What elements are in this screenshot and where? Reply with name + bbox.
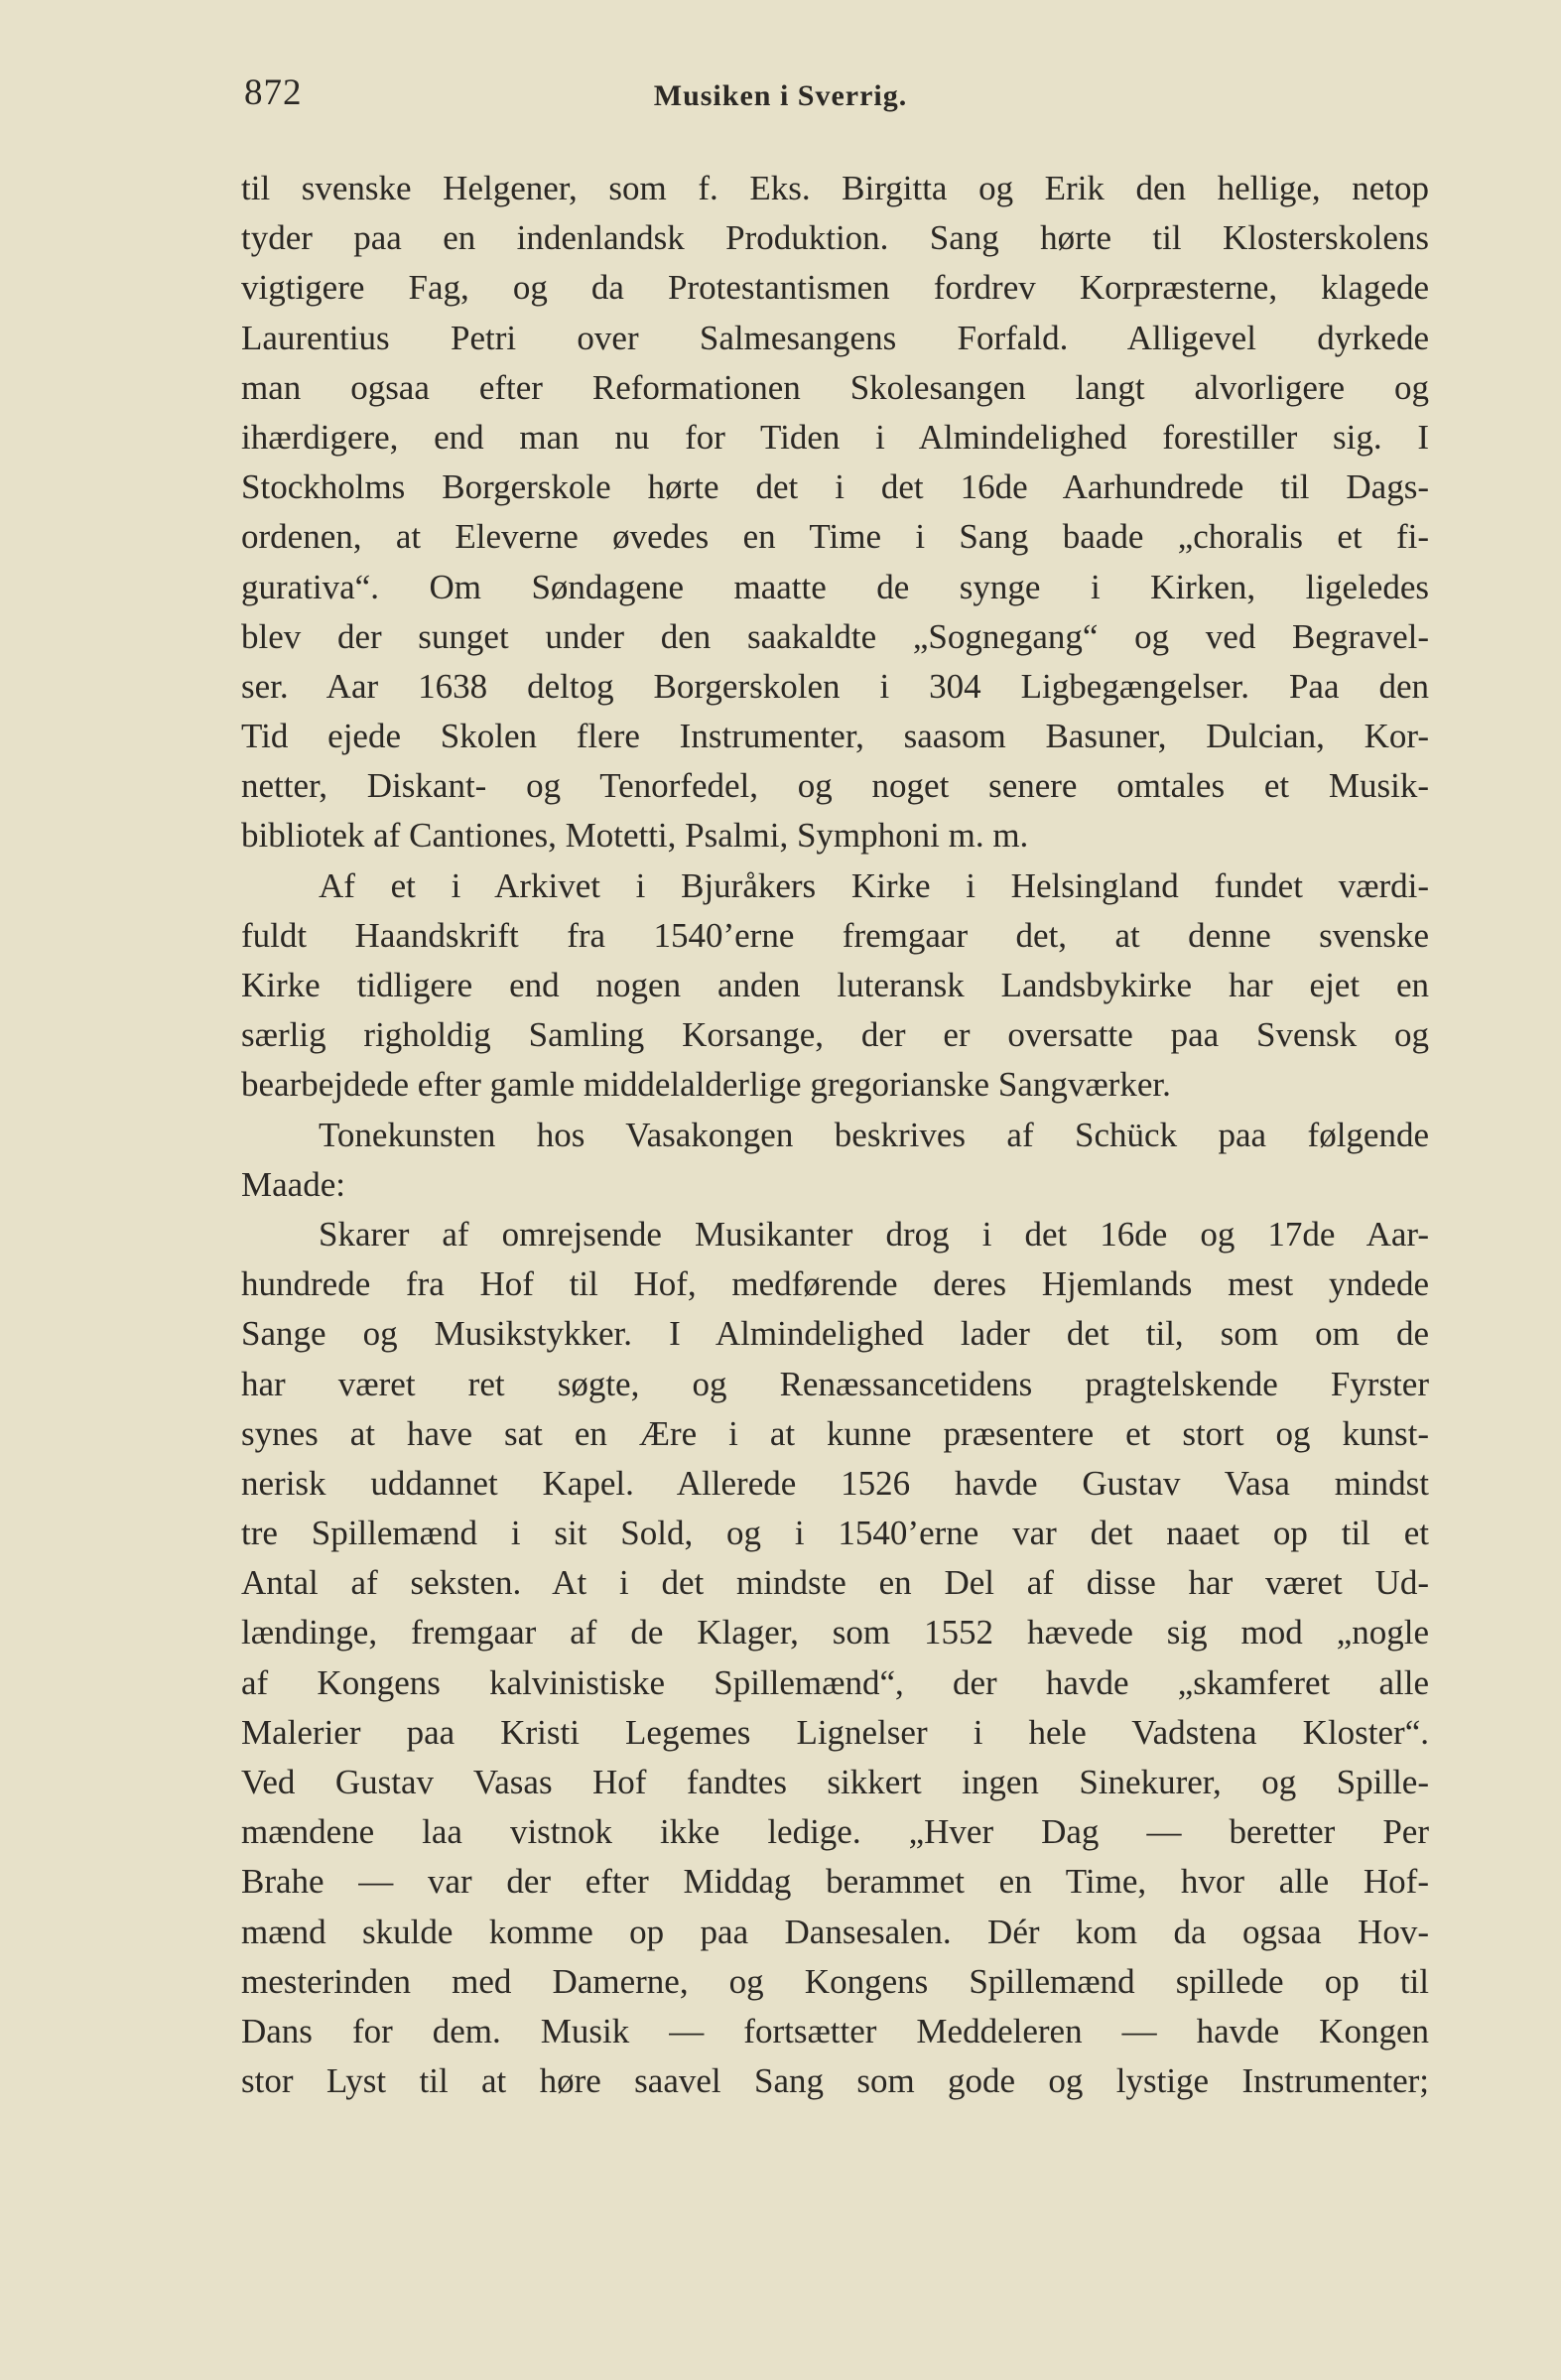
- text-line: vigtigere Fag, og da Protestantismen fordrev Korpræsterne, klagede: [241, 268, 1429, 308]
- text-line: Laurentius Petri over Salmesangens Forfald. Alligevel dyrkede: [241, 318, 1429, 357]
- text-line: Antal af seksten. At i det mindste en Del af disse har været Ud-: [241, 1563, 1429, 1603]
- text-line: Maade:: [241, 1164, 345, 1204]
- text-line: mesterinden med Damerne, og Kongens Spillemænd spillede op til: [241, 1961, 1429, 2001]
- text-line: bearbejdede efter gamle middelalderlige gregorianske Sangværker.: [241, 1065, 1171, 1105]
- text-line: særlig righoldig Samling Korsange, der er oversatte paa Svensk og: [241, 1015, 1429, 1055]
- text-line: tyder paa en indenlandsk Produktion. Sang hørte til Klosterskolens: [241, 218, 1429, 258]
- text-line: Af et i Arkivet i Bjuråkers Kirke i Helsingland fundet værdi-: [319, 865, 1429, 905]
- text-line: stor Lyst til at høre saavel Sang som gode og lystige Instrumenter;: [241, 2061, 1429, 2101]
- text-line: blev der sunget under den saakaldte „Sognegang“ og ved Begravel-: [241, 616, 1429, 656]
- text-line: Ved Gustav Vasas Hof fandtes sikkert ingen Sinekurer, og Spille-: [241, 1763, 1429, 1801]
- text-line: tre Spillemænd i sit Sold, og i 1540’erne var det naaet op til et: [241, 1514, 1429, 1553]
- text-line: lændinge, fremgaar af de Klager, som 1552 hævede sig mod „nogle: [241, 1613, 1429, 1653]
- text-line: gurativa“. Om Søndagene maatte de synge i Kirken, ligeledes: [241, 567, 1429, 606]
- text-line: synes at have sat en Ære i at kunne præsentere et stort og kunst-: [241, 1413, 1429, 1453]
- text-line: ser. Aar 1638 deltog Borgerskolen i 304 Ligbegængelser. Paa den: [241, 666, 1429, 706]
- text-line: Malerier paa Kristi Legemes Lignelser i hele Vadstena Kloster“.: [241, 1712, 1429, 1752]
- text-line: ihærdigere, end man nu for Tiden i Almindelighed forestiller sig. I: [241, 417, 1429, 457]
- body-text: [241, 164, 1429, 2106]
- text-line: Stockholms Borgerskole hørte det i det 16de Aarhundrede til Dags-: [241, 467, 1429, 507]
- page-number: 872: [244, 72, 303, 113]
- text-line: fuldt Haandskrift fra 1540’erne fremgaar det, at denne svenske: [241, 915, 1429, 955]
- text-line: Sange og Musikstykker. I Almindelighed lader det til, som om de: [241, 1314, 1429, 1354]
- text-line: Dans for dem. Musik — fortsætter Meddeleren — havde Kongen: [241, 2011, 1429, 2050]
- text-line: man ogsaa efter Reformationen Skolesangen langt alvorligere og: [241, 367, 1429, 407]
- text-line: har været ret søgte, og Renæssancetidens pragtelskende Fyrster: [241, 1364, 1429, 1403]
- text-line: til svenske Helgener, som f. Eks. Birgitta og Erik den hellige, netop: [241, 169, 1429, 207]
- text-line: nerisk uddannet Kapel. Allerede 1526 havde Gustav Vasa mindst: [241, 1463, 1429, 1503]
- text-line: Kirke tidligere end nogen anden luteransk Landsbykirke har ejet en: [241, 966, 1429, 1004]
- text-line: Tonekunsten hos Vasakongen beskrives af Schück paa følgende: [319, 1115, 1429, 1154]
- text-line: af Kongens kalvinistiske Spillemænd“, der havde „skamferet alle: [241, 1662, 1429, 1702]
- text-line: bibliotek af Cantiones, Motetti, Psalmi, Symphoni m. m.: [241, 816, 1029, 856]
- text-line: hundrede fra Hof til Hof, medførende deres Hjemlands mest yndede: [241, 1264, 1429, 1304]
- text-line: Brahe — var der efter Middag berammet en Time, hvor alle Hof-: [241, 1862, 1429, 1902]
- text-line: mænd skulde komme op paa Dansesalen. Dér kom da ogsaa Hov-: [241, 1912, 1429, 1951]
- text-line: ordenen, at Eleverne øvedes en Time i Sang baade „choralis et fi-: [241, 517, 1429, 557]
- text-line: Skarer af omrejsende Musikanter drog i det 16de og 17de Aar-: [319, 1214, 1429, 1254]
- text-line: Tid ejede Skolen flere Instrumenter, saasom Basuner, Dulcian, Kor-: [241, 717, 1429, 756]
- text-line: mændene laa vistnok ikke ledige. „Hver Dag — beretter Per: [241, 1812, 1429, 1852]
- running-title: Musiken i Sverrig.: [653, 79, 908, 112]
- text-line: netter, Diskant- og Tenorfedel, og noget senere omtales et Musik-: [241, 766, 1429, 806]
